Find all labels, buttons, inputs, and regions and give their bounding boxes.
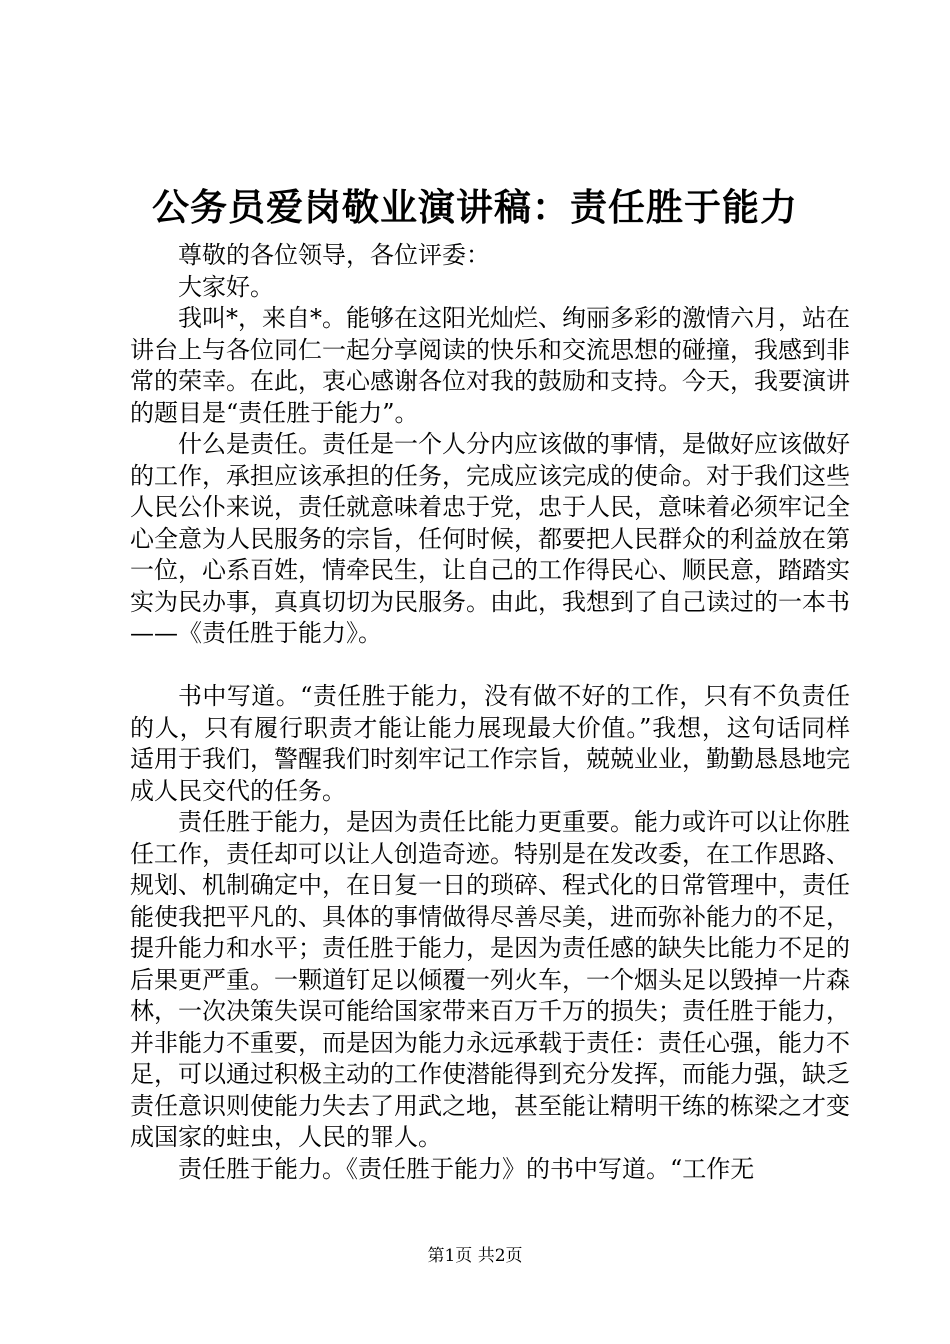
- document-body: [130, 240, 850, 1185]
- salutation: 尊敬的各位领导，各位评委：: [178, 241, 490, 269]
- paragraph-responsibility-over-ability: 责任胜于能力，是因为责任比能力更重要。能力或许可以让你胜任工作，责任却可以让人创造奇迹。特别是在发改委，在工作思路、规划、机制确定中，在日复一日的琐碎、程式化的日常管理中，责任能使我把平凡的、具体的事情做得尽善尽美，进而弥补能力的不足，提升能力和水平；责任胜于能力，是因为责任感的缺失比能力不足的后果更严重。一颗道钉足以倾覆一列火车，一个烟头足以毁掉一片森林，一次决策失误可能给国家带来百万千万的损失；责任胜于能力，并非能力不重要，而是因为能力永远承载于责任：责任心强，能力不足，可以通过积极主动的工作使潜能得到充分发挥，而能力强，缺乏责任意识则使能力失去了用武之地，甚至能让精明干练的栋梁之才变成国家的蛀虫，人民的罪人。: [130, 808, 850, 1151]
- paragraph-book-quote: 书中写道。“责任胜于能力，没有做不好的工作，只有不负责任的人，只有履行职责才能让能力展现最大价值。”我想，这句话同样适用于我们，警醒我们时刻牢记工作宗旨，兢兢业业，勤勤恳恳地完成人民交代的任务。: [130, 682, 850, 805]
- page-footer: 第1页 共2页: [427, 1246, 523, 1266]
- document-title: 公务员爱岗敬业演讲稿：责任胜于能力: [152, 186, 798, 229]
- greeting: 大家好。: [178, 272, 274, 301]
- paragraph-what-is-responsibility: 什么是责任。责任是一个人分内应该做的事情，是做好应该做好的工作，承担应该承担的任务，完成应该完成的使命。对于我们这些人民公仆来说，责任就意味着忠于党，忠于人民，意味着必须牢记全心全意为人民服务的宗旨，任何时候，都要把人民群众的利益放在第一位，心系百姓，情牵民生，让自己的工作得民心、顺民意，踏踏实实为民办事，真真切切为民服务。由此，我想到了自己读过的一本书——《责任胜于能力》。: [130, 430, 850, 647]
- paragraph-continued: 责任胜于能力。《责任胜于能力》的书中写道。“工作无: [178, 1154, 755, 1183]
- paragraph-introduction: 我叫*，来自*。能够在这阳光灿烂、绚丽多彩的激情六月，站在讲台上与各位同仁一起分享阅读的快乐和交流思想的碰撞，我感到非常的荣幸。在此，衷心感谢各位对我的鼓励和支持。今天，我要演讲的题目是“责任胜于能力”。: [130, 304, 850, 427]
